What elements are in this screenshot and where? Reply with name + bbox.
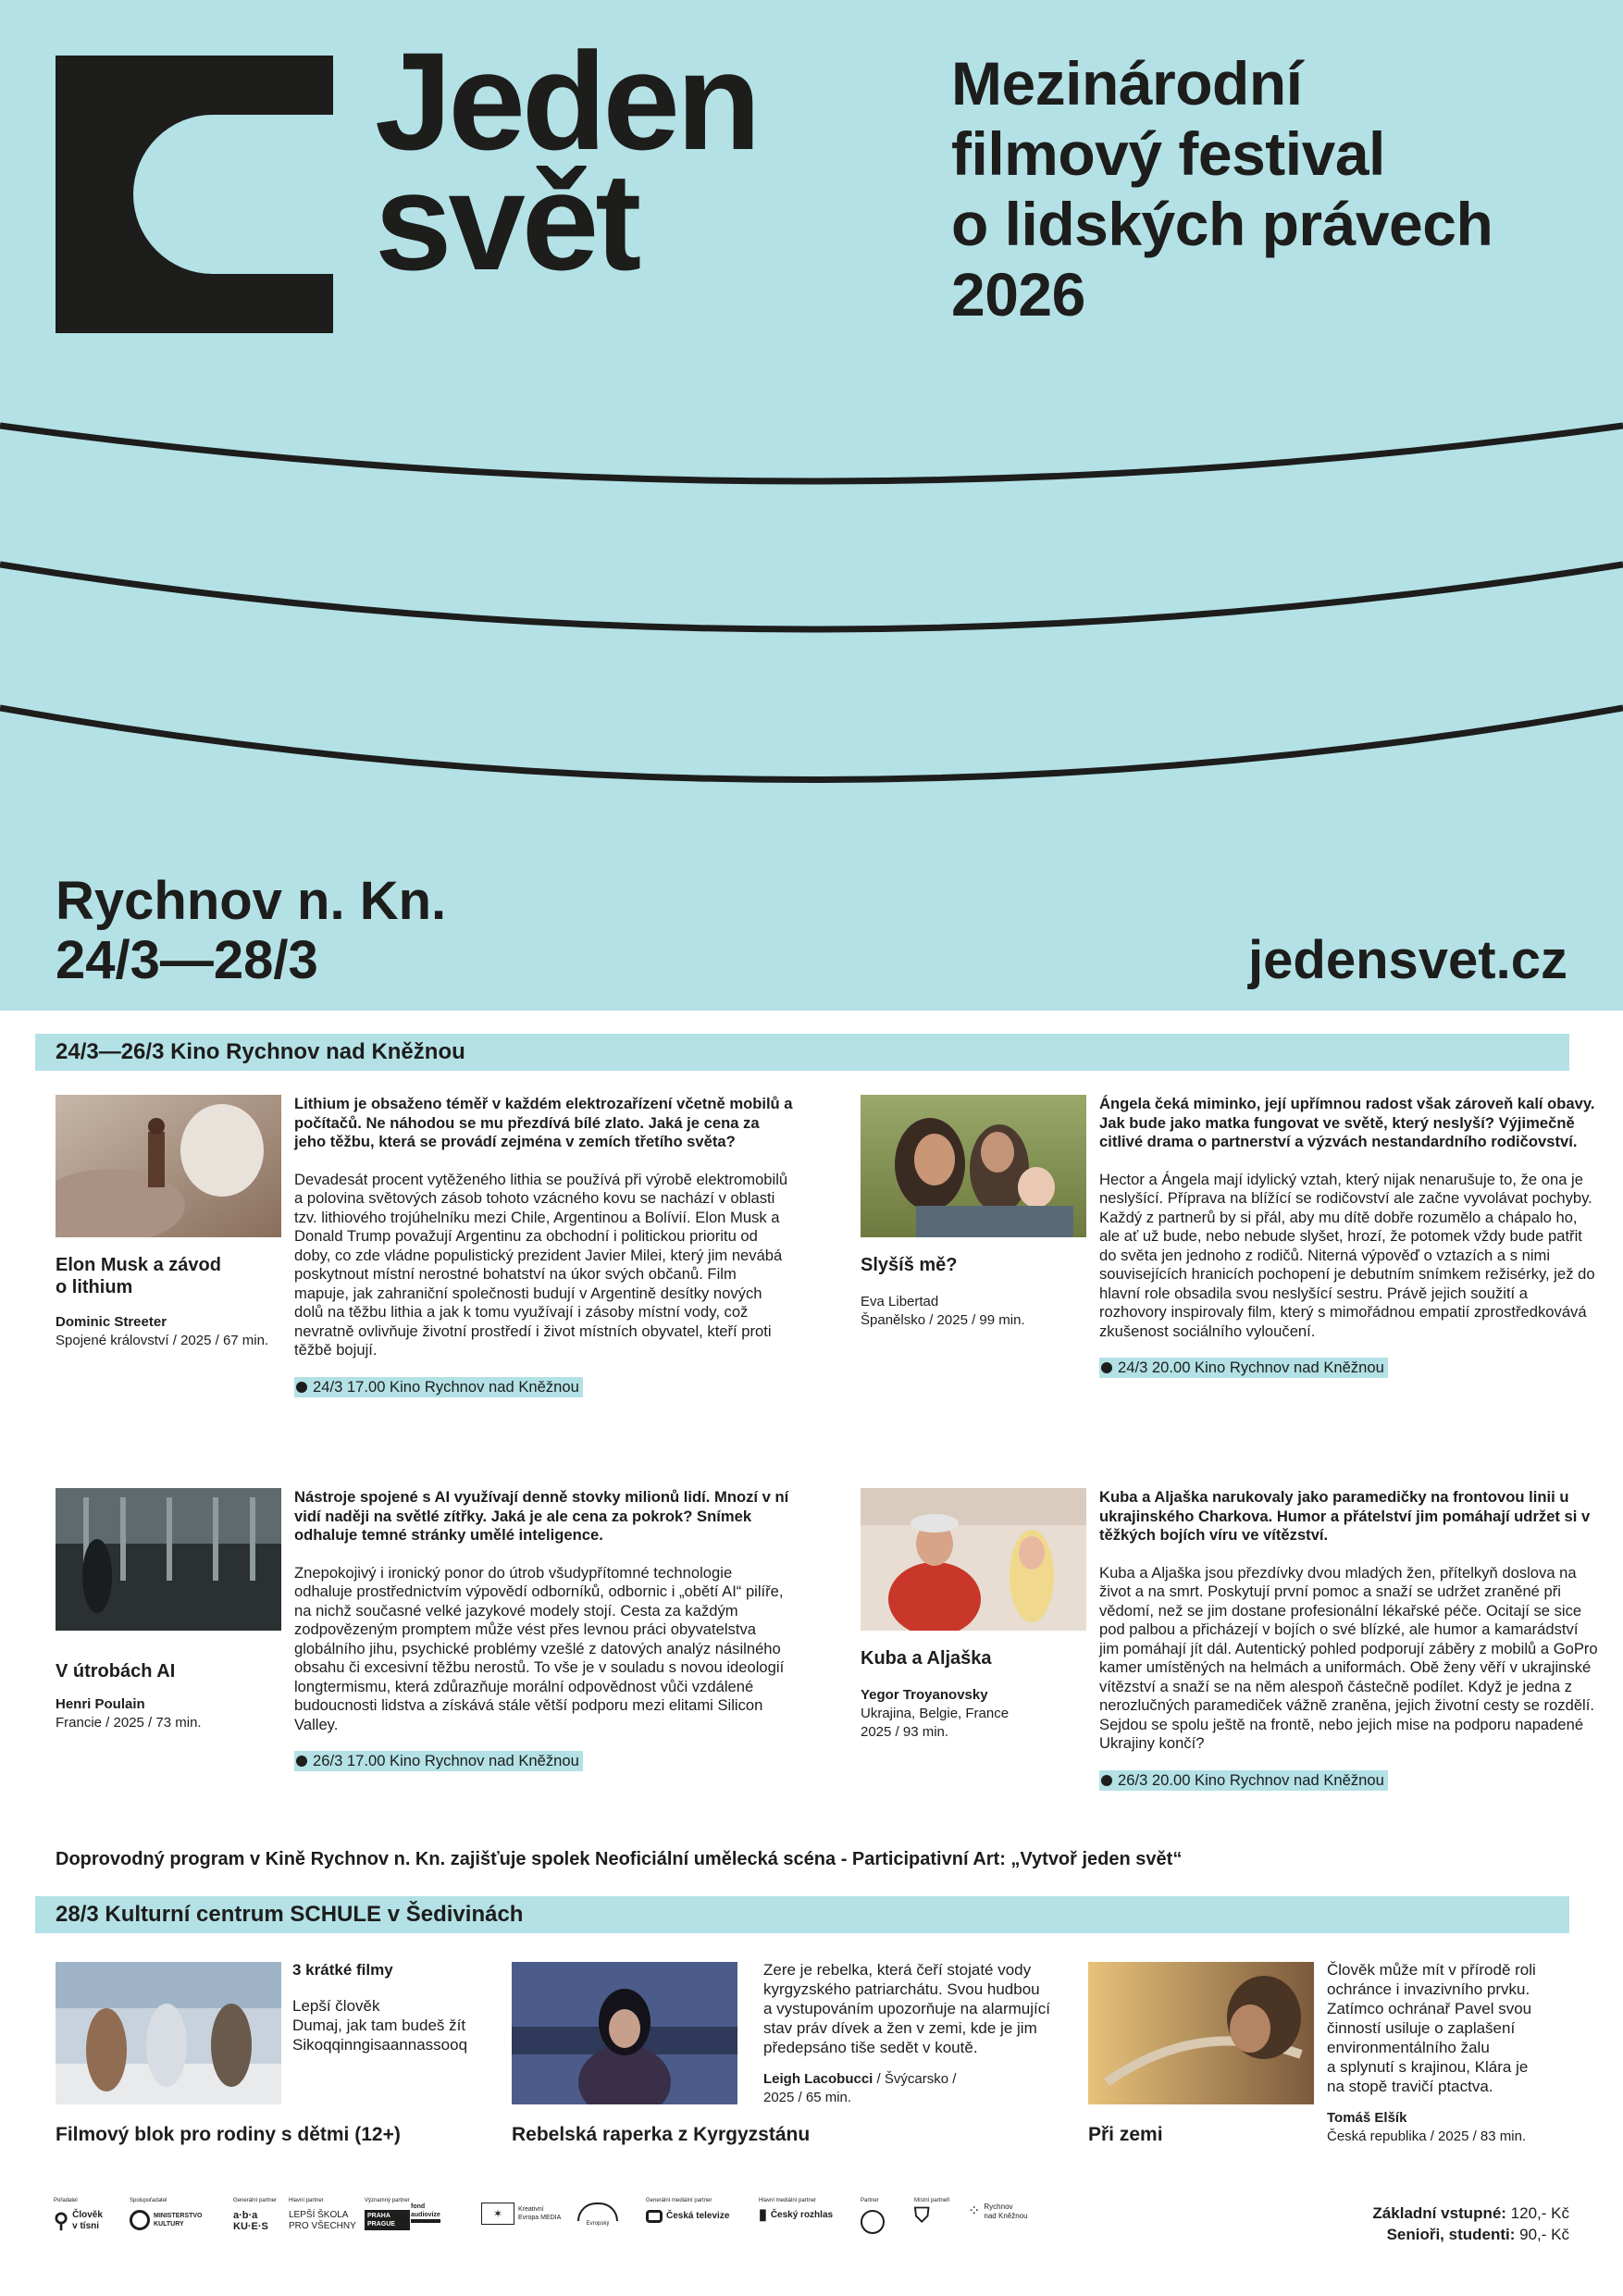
partner-mark: [233, 2210, 277, 2232]
partner-role: Hlavní partner: [289, 2198, 324, 2203]
price-label: Senioři, studenti:: [1386, 2226, 1516, 2243]
price-senior: [1372, 2224, 1569, 2245]
festival-logo-wordmark: [375, 23, 758, 299]
partner-name-line: KU·E·S: [233, 2221, 268, 2232]
price-label: Základní vstupné:: [1372, 2204, 1506, 2222]
partner-name: [72, 2210, 103, 2232]
film-origin: / Švýcarsko /: [873, 2071, 957, 2087]
film-meta: [56, 1695, 296, 1732]
film-description-line: ochránce i invazivního prvku.: [1327, 1980, 1530, 1998]
film-description: [1327, 1960, 1536, 2146]
partner-name: [518, 2205, 561, 2222]
partner-name-line: Evropa MEDIA: [518, 2215, 562, 2221]
price-value: 90,- Kč: [1515, 2226, 1569, 2243]
partner-logo: [577, 2197, 618, 2253]
eu-flag-icon: ✶: [481, 2203, 514, 2225]
film-still-image: [512, 1962, 737, 2104]
partner-logo: [646, 2197, 729, 2253]
film-still-image: [56, 1488, 281, 1631]
film-description-line: na stopě travičí ptactva.: [1327, 2078, 1493, 2095]
film-title: [56, 1660, 287, 1682]
bullet-dot-icon: [296, 1756, 307, 1767]
film-description-block: [294, 1095, 794, 1397]
film-lead: Ángela čeká miminko, její upřímnou radost však zároveň kalí obavy. Jak bude jako matka fungovat ve světě, který neslyší? Výjimečně citlivé drama o partnerství a výzvách nestandardního rodičovství.: [1099, 1095, 1595, 1150]
partner-logo: [759, 2197, 833, 2253]
partner-name-line: PRAGUE: [367, 2221, 395, 2228]
film-description: Hector a Ángela mají idylický vztah, který nijak nenarušuje to, že ona je neslyšící. Příprava na blížící se rodičovství ale začne vyvolávat pochyby. Každý z partnerů by si přál, aby mu dítě dobře rozumělo a chápalo ho, ale ať už bude, nebo nebude slyšet, hrozí, že potomek vždy bude patřit do světa jen jednoho z rodičů. Niterná výpověď o vztazích a s nimi souvisejících hranicích pochopení je debutním snímkem režisérky, jež do hlavní role obsadila svou neslyšící sestru. Právě jejich soužití a rozhovory inspirovaly film, který s mimořádnou empatií zprostředkovává zkušenost sociálního vyloučení.: [1099, 1170, 1595, 1340]
partner-mark: [759, 2207, 834, 2223]
partner-logo: [365, 2197, 410, 2253]
bullet-dot-icon: [1101, 1362, 1112, 1373]
screening-time: 26/3 20.00 Kino Rychnov nad Kněžnou: [1118, 1770, 1384, 1789]
film-description: Znepokojivý i ironický ponor do útrob všudypřítomné technologie odhaluje prostřednictvím výpovědí odborníků, odbornic i „obětí AI“ pilíře, na nichž současné velké jazykové modely stojí. Cesta za každým zodpovězeným promptem může vést přes levnou práci obyvatelstva globálního jihu, psychické problémy vzešlé z datových analýz násilného obsahu či excesivní těžbu nerostů. To vše je v souladu s novou ideologií longtermismu, která zdůrazňuje morální odpovědnost vůči vzdálené budoucnosti lidstva a získává stále větší podporu mezi elitami Silicon Valley.: [294, 1563, 785, 1733]
film-meta: [763, 2070, 1050, 2089]
screening-link[interactable]: [1099, 1770, 1388, 1791]
screening-link[interactable]: [294, 1377, 583, 1397]
festival-logo-mark: [56, 56, 333, 333]
cro-logo-icon: ▮: [759, 2207, 767, 2223]
partner-name-line: Rychnov: [984, 2203, 1013, 2211]
film-director: Yegor Troyanovsky: [861, 1687, 988, 1703]
film-description-line: Zatímco ochránař Pavel svou: [1327, 2000, 1532, 2017]
film-card: [56, 1095, 814, 1446]
logo-line-1: Jeden: [375, 23, 758, 179]
partner-mark: [411, 2203, 440, 2223]
film-lead: Nástroje spojené s AI využívají denně stovky milionů lidí. Mnozí v ní vidí naději na světlé zítřky. Jaká je ale cena za pokrok? Snímek odhaluje temné stránky umělé inteligence.: [294, 1488, 789, 1544]
decorative-wave-lines: [0, 389, 1623, 907]
partner-name: [984, 2203, 1027, 2221]
rychnov-logo-icon: ⁘: [968, 2203, 981, 2219]
partner-logo: [914, 2197, 949, 2253]
partner-mark: [577, 2203, 618, 2228]
film-still-image: [56, 1095, 281, 1237]
short-film-title: Lepší člověk: [292, 1997, 380, 2015]
partner-name: Český rozhlas: [770, 2210, 834, 2220]
section-header-cinema: 24/3—26/3 Kino Rychnov nad Kněžnou: [35, 1034, 1569, 1071]
logo-line-2: svět: [375, 143, 638, 299]
festival-title: [951, 48, 1493, 329]
film-origin: Česká republika / 2025 / 83 min.: [1327, 2128, 1527, 2144]
accompanying-program-note: Doprovodný program v Kině Rychnov n. Kn. zajišťuje spolek Neoficiální umělecká scéna - Participativní Art: „Vytvoř jeden svět“: [56, 1849, 1183, 1869]
partner-name-line: LEPŠÍ ŠKOLA: [289, 2210, 349, 2220]
partner-name-line: Kreativní: [518, 2206, 544, 2213]
partner-logo: [130, 2197, 203, 2253]
festival-title-line: filmový festival: [951, 119, 1385, 188]
price-basic: [1372, 2203, 1569, 2224]
film-title: [861, 1647, 1092, 1669]
city-name: Rychnov n. Kn.: [56, 871, 447, 931]
film-director: Tomáš Elšík: [1327, 2110, 1407, 2126]
film-origin: Ukrajina, Belgie, France: [861, 1706, 1010, 1721]
film-still-image: [1088, 1962, 1314, 2104]
partner-mark: [289, 2210, 356, 2232]
ministry-logo-icon: [130, 2210, 150, 2230]
film-title: Při zemi: [1088, 2124, 1163, 2145]
film-description-block: [1099, 1095, 1599, 1378]
price-value: 120,- Kč: [1505, 2204, 1569, 2222]
partner-mark: [481, 2203, 561, 2225]
partner-logo: [233, 2197, 277, 2253]
partner-name-line: KULTURY: [154, 2221, 184, 2228]
screening-link[interactable]: [1099, 1358, 1388, 1378]
partner-role: Hlavní mediální partner: [759, 2198, 817, 2203]
film-lead: Kuba a Aljaška narukovaly jako paramedičky na frontovou linii u ukrajinského Charkova. Humor a přátelství jim pomáhají udržet si v těžkých bojích víru ve vítězství.: [1099, 1488, 1591, 1544]
partner-role: Spolupořadatel: [130, 2198, 167, 2203]
film-title-line: V útrobách AI: [56, 1661, 176, 1682]
film-heading: 3 krátké filmy: [292, 1961, 393, 1979]
film-still-image: [861, 1095, 1086, 1237]
short-film-title: Dumaj, jak tam budeš žít: [292, 2017, 466, 2034]
film-director: Dominic Streeter: [56, 1314, 167, 1330]
partner-mark: [646, 2210, 729, 2223]
section-header-schule: 28/3 Kulturní centrum SCHULE v Šedivinách: [35, 1896, 1569, 1933]
film-description-block: [294, 1488, 794, 1771]
partner-mark: [914, 2203, 949, 2227]
partner-logos-strip: [54, 2197, 1035, 2253]
screening-time: 26/3 17.00 Kino Rychnov nad Kněžnou: [313, 1752, 579, 1769]
film-title-line: Slyšíš mě?: [861, 1255, 958, 1275]
film-origin: Francie / 2025 / 73 min.: [56, 1715, 202, 1731]
partner-name: Česká televize: [666, 2211, 730, 2221]
film-description-block: [1099, 1488, 1599, 1791]
partner-mark: [861, 2210, 885, 2234]
festival-title-line: 2026: [951, 260, 1085, 329]
partner-name-line: v tísni: [72, 2221, 100, 2231]
bullet-dot-icon: [1101, 1775, 1112, 1786]
partner-role: Partner: [861, 2198, 879, 2203]
film-description-line: předepsáno tiše sedět v koutě.: [763, 2039, 978, 2056]
film-title: Rebelská raperka z Kyrgyzstánu: [512, 2124, 811, 2145]
ct-logo-icon: [646, 2210, 663, 2223]
person-icon: ⚲: [54, 2209, 69, 2232]
website-link[interactable]: jedensvet.cz: [1248, 930, 1567, 990]
partner-name-line: a·b·a: [233, 2210, 258, 2221]
film-description-line: a splynutí s krajinou, Klára je: [1327, 2058, 1529, 2076]
film-description-line: Zere je rebelka, která čeří stojaté vody: [763, 1961, 1032, 1979]
film-card: [56, 1488, 814, 1821]
parliament-icon: [577, 2203, 618, 2221]
film-description: Devadesát procent vytěženého lithia se používá při výrobě elektromobilů a polovina světových zásob tohoto vzácného kovu se nachází v oblasti tzv. lithiového trojúhelníku mezi Chile, Argentinou a Bolívií. Elon Musk a Donald Trump považují Argentinu za obchodní i politickou prioritu od doby, co zde vládne populistický prezident Javier Milei, který jim nevábá poskytnout místní nerostné bohatství na úkor svých občanů. Film mapuje, jak zahraniční společnosti budují v Argentině desítky nových dolů na těžbu lithia a jak k tomu využívají i zásoby místní vody, což nevratně ovlivňuje životní prostředí i život místních obyvatel, kteří proti těžbě bojují.: [294, 1170, 788, 1359]
partner-logo: [861, 2197, 885, 2253]
partner-role: Významný partner: [365, 2198, 410, 2203]
film-meta: [56, 1313, 296, 1350]
film-title: [861, 1254, 1092, 1276]
poster-header: [0, 0, 1623, 1011]
film-description-line: a vystupováním upozorňuje na alarmující: [763, 2000, 1050, 2017]
film-origin: Spojené království / 2025 / 67 min.: [56, 1333, 269, 1348]
film-title-line: Kuba a Aljaška: [861, 1648, 992, 1669]
partner-logo: [411, 2197, 440, 2253]
film-description-line: stav práv dívek a žen v zemi, kde je jim: [763, 2019, 1037, 2037]
film-meta: [861, 1686, 1101, 1742]
partner-logo: [289, 2197, 356, 2253]
crest-logo-icon: ⛉: [914, 2203, 930, 2227]
film-title-line: o lithium: [56, 1277, 133, 1297]
film-still-image: [56, 1962, 281, 2104]
film-description-line: environmentálního žalu: [1327, 2039, 1490, 2056]
partner-name-line: MINISTERSTVO: [154, 2213, 203, 2219]
film-year-length: 2025 / 65 min.: [763, 2090, 852, 2105]
film-director: Henri Poulain: [56, 1696, 145, 1712]
film-origin: Španělsko / 2025 / 99 min.: [861, 1312, 1025, 1328]
festival-title-line: o lidských právech: [951, 190, 1493, 258]
partner-mark: [130, 2210, 203, 2230]
film-director: Eva Libertad: [861, 1294, 939, 1309]
screening-time: 24/3 17.00 Kino Rychnov nad Kněžnou: [313, 1377, 579, 1396]
partner-logo: [54, 2197, 103, 2253]
film-card: [861, 1488, 1598, 1821]
film-title: [56, 1254, 287, 1298]
film-lead: Lithium je obsaženo téměř v každém elektrozařízení včetně mobilů a počítačů. Ne náhodou se mu přezdívá bílé zlato. Jaká je cena za jeho těžbu, která se provádí zejména v zemích třetího světa?: [294, 1095, 793, 1150]
partner-mark: [54, 2210, 103, 2232]
partner-name-line: fond: [411, 2203, 426, 2210]
film-description-line: činností usiluje o zaplašení: [1327, 2019, 1516, 2037]
festival-location: [56, 872, 446, 990]
partner-logo: [481, 2197, 561, 2253]
film-description: Kuba a Aljaška jsou přezdívky dvou mladých žen, přítelkyň doslova na život a na smrt. Poskytují první pomoc a snaží se udržet zraněné při vědomí, než se jim dostane profesionální lékařské péče. Ocitají se sice pod palbou a přicházejí v bojích o své blízké, ale humor a kamarádství jim pomáhají jít dál. Autentický pohled podporují záběry z mobilů a GoPro kamer umístěných na helmách a uniformách. Obě ženy věří v ukrajinské vítězství a snaží se na něm alespoň částečně podílet. Když je jedna z nerozlučných paramediček vážně zraněna, jejich životní cesty se rozdělí. Sejdou se spolu ještě na frontě, nebo jejich mise na podporu napadené Ukrajiny končí?: [1099, 1563, 1598, 1752]
partner-role: Pořadatel: [54, 2198, 78, 2203]
partner-name-line: Evropský: [586, 2221, 610, 2227]
partner-role: Místní partneři: [914, 2198, 950, 2203]
ticket-prices: [1372, 2203, 1569, 2245]
festival-dates: 24/3—28/3: [56, 930, 318, 990]
partner-name: [154, 2212, 203, 2228]
partner-role: Generální mediální partner: [646, 2198, 712, 2203]
partner-mark: [968, 2203, 1028, 2221]
bullet-dot-icon: [296, 1382, 307, 1393]
film-card: [861, 1095, 1595, 1428]
film-meta: [861, 1293, 1101, 1330]
film-description-line: Člověk může mít v přírodě roli: [1327, 1961, 1536, 1979]
film-description: [763, 1960, 1050, 2107]
screening-link[interactable]: [294, 1751, 583, 1771]
partner-name-line: audiovize: [411, 2212, 440, 2218]
film-short-list: [292, 1960, 467, 2054]
festival-title-line: Mezinárodní: [951, 49, 1303, 118]
film-description-line: kyrgyzského patriarchátu. Svou hudbou: [763, 1980, 1040, 1998]
screening-time: 24/3 20.00 Kino Rychnov nad Kněžnou: [1118, 1359, 1384, 1376]
partner-name-line: PRAHA: [367, 2213, 390, 2219]
film-year-length: 2025 / 93 min.: [861, 1724, 949, 1740]
partner-logo: [968, 2197, 1028, 2253]
partner-name-line: PRO VŠECHNY: [289, 2221, 356, 2231]
partner-name-line: nad Kněžnou: [984, 2212, 1028, 2220]
partner-role: Generální partner: [233, 2198, 278, 2203]
film-title-line: Elon Musk a závod: [56, 1255, 221, 1275]
partner-name-line: Člověk: [72, 2210, 103, 2220]
partner-mark: [365, 2210, 410, 2230]
film-title: Filmový blok pro rodiny s dětmi (12+): [56, 2124, 401, 2145]
round-logo-icon: [861, 2210, 885, 2234]
film-still-image: [861, 1488, 1086, 1631]
film-director: Leigh Lacobucci: [763, 2071, 873, 2087]
short-film-title: Sikoqqinngisaannassooq: [292, 2036, 468, 2054]
